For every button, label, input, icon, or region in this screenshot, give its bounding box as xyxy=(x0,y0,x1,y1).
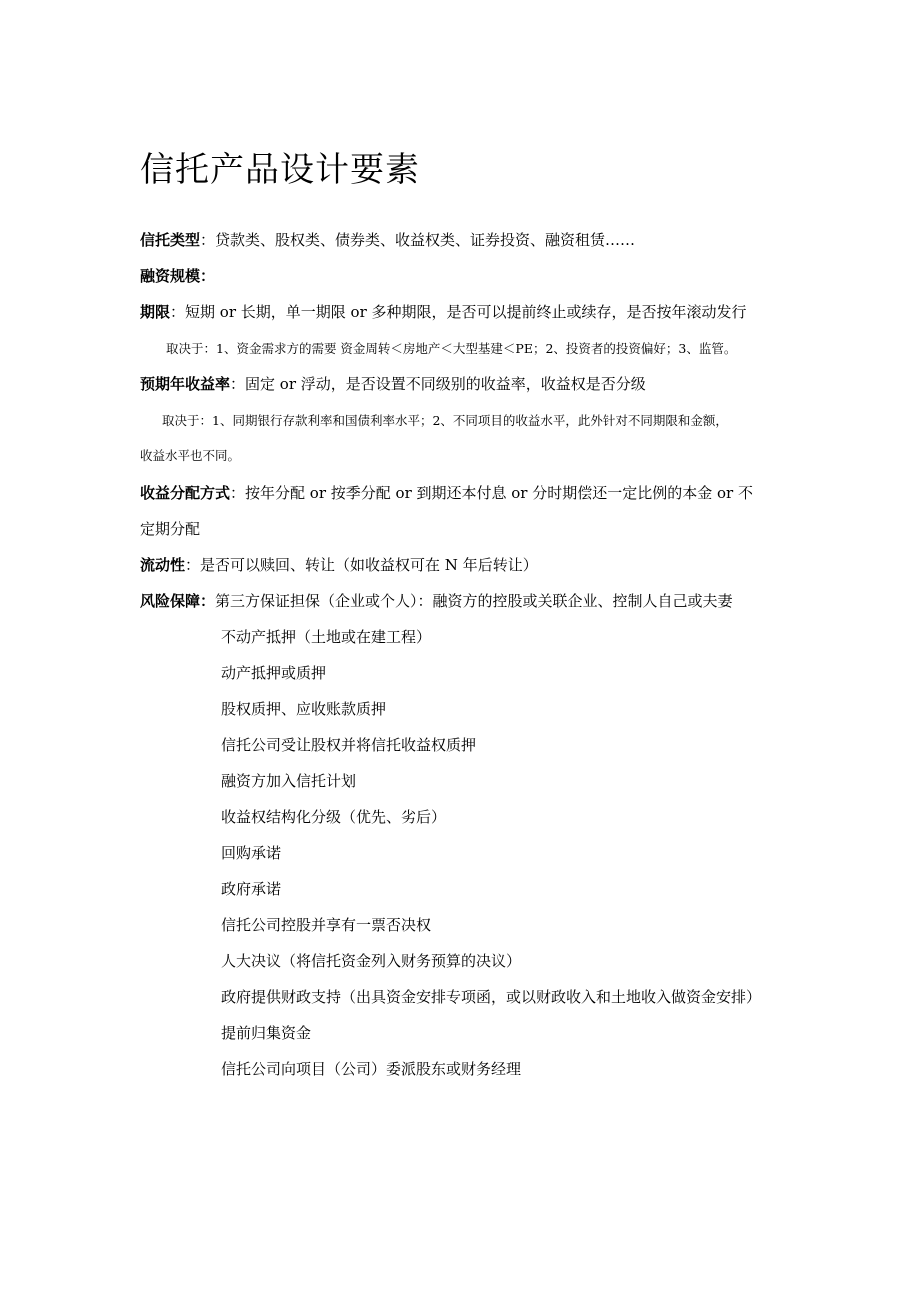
yield-label: 预期年收益率 xyxy=(140,375,231,393)
liquidity-label: 流动性 xyxy=(140,556,186,574)
liquidity-sep: ： xyxy=(185,556,201,574)
risk-item: 股权质押、应收账款质押 xyxy=(221,700,387,718)
risk-item: 信托公司向项目（公司）委派股东或财务经理 xyxy=(221,1060,522,1078)
risk-item: 政府提供财政支持（出具资金安排专项函，或以财政收入和土地收入做资金安排） xyxy=(221,988,762,1006)
term-label: 期限 xyxy=(140,303,171,321)
trust-type-value: 贷款类、股权类、债券类、收益权类、证券投资、融资租赁…… xyxy=(215,231,636,249)
risk-item: 政府承诺 xyxy=(221,880,282,898)
distribution-sep: ： xyxy=(230,484,246,502)
page-title: 信托产品设计要素 xyxy=(140,150,420,190)
yield-note-line2: 收益水平也不同。 xyxy=(140,448,241,463)
liquidity-value: 是否可以赎回、转让（如收益权可在 N 年后转让） xyxy=(200,556,538,574)
trust-type-sep: ： xyxy=(200,231,216,249)
term-line xyxy=(140,302,747,322)
term-note: 取决于：1、资金需求方的需要 资金周转＜房地产＜大型基建＜PE；2、投资者的投资偏好；3、监管。 xyxy=(166,341,737,356)
risk-item: 信托公司控股并享有一票否决权 xyxy=(221,916,432,934)
distribution-value-line2: 定期分配 xyxy=(140,520,201,538)
distribution-line xyxy=(140,483,753,503)
risk-item: 信托公司受让股权并将信托收益权质押 xyxy=(221,736,477,754)
trust-type-label: 信托类型 xyxy=(140,231,201,249)
scale-label: 融资规模 xyxy=(140,267,201,285)
distribution-label: 收益分配方式 xyxy=(140,484,231,502)
yield-note-line1: 取决于：1、同期银行存款利率和国债利率水平；2、不同项目的收益水平，此外针对不同期限和金额， xyxy=(162,413,728,428)
term-value: 短期 or 长期，单一期限 or 多种期限，是否可以提前终止或续存，是否按年滚动发行 xyxy=(185,303,747,321)
risk-label: 风险保障 xyxy=(140,592,201,610)
risk-sep: ： xyxy=(200,592,216,610)
risk-item: 提前归集资金 xyxy=(221,1024,312,1042)
yield-value: 固定 or 浮动，是否设置不同级别的收益率，收益权是否分级 xyxy=(245,375,646,393)
distribution-value-line1: 按年分配 or 按季分配 or 到期还本付息 or 分时期偿还一定比例的本金 or 不 xyxy=(245,484,753,502)
risk-item: 回购承诺 xyxy=(221,844,282,862)
scale-line xyxy=(140,266,215,286)
risk-item: 不动产抵押（土地或在建工程） xyxy=(221,628,432,646)
yield-sep: ： xyxy=(230,375,246,393)
risk-line xyxy=(140,591,733,611)
scale-sep: ： xyxy=(200,267,216,285)
liquidity-line xyxy=(140,555,538,575)
trust-type-line xyxy=(140,230,635,250)
term-sep: ： xyxy=(170,303,186,321)
risk-item: 融资方加入信托计划 xyxy=(221,772,357,790)
yield-line xyxy=(140,374,646,394)
risk-first-item: 第三方保证担保（企业或个人）：融资方的控股或关联企业、控制人自己或夫妻 xyxy=(215,592,733,610)
risk-item: 收益权结构化分级（优先、劣后） xyxy=(221,808,447,826)
risk-item: 动产抵押或质押 xyxy=(221,664,327,682)
risk-item: 人大决议（将信托资金列入财务预算的决议） xyxy=(221,952,522,970)
